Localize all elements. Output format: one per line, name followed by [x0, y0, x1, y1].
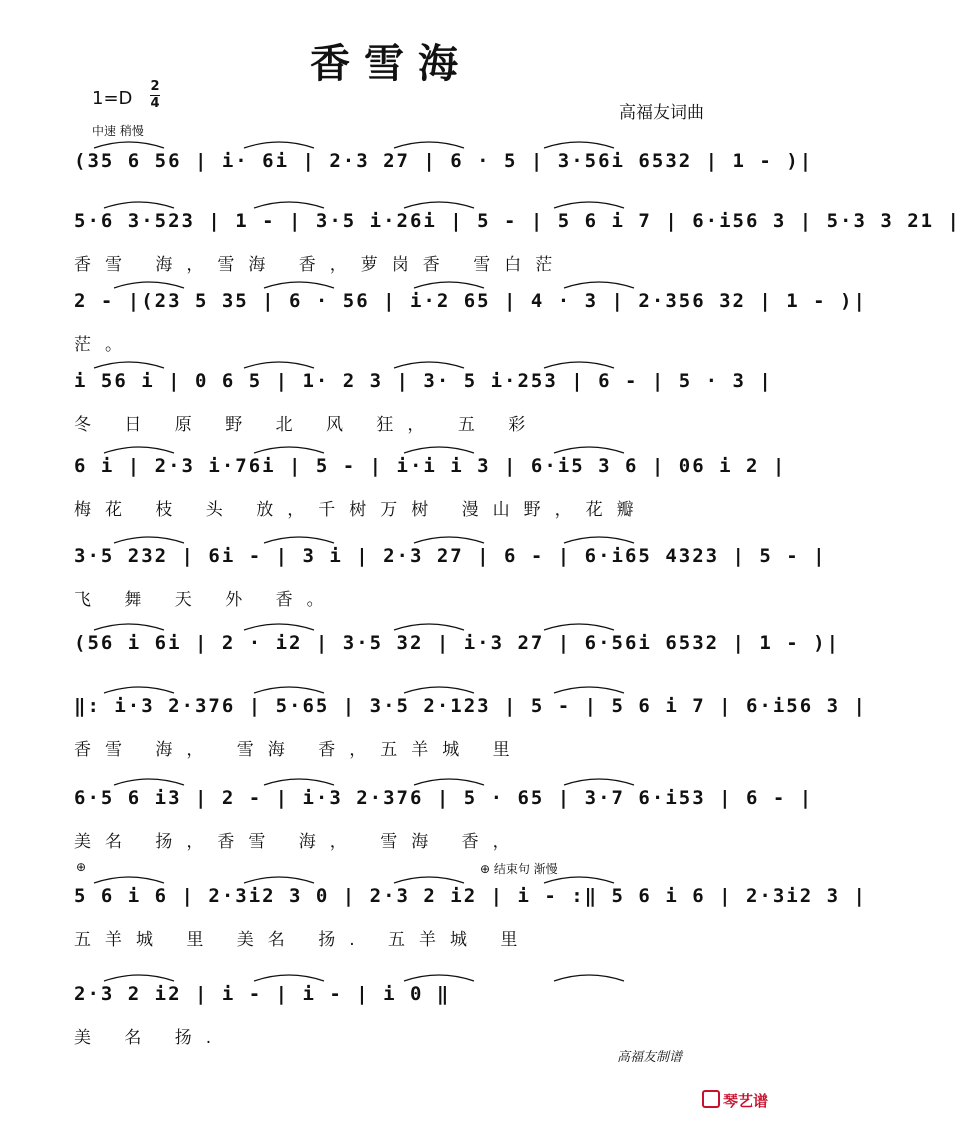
- score-row: [74, 787, 814, 817]
- slur: [114, 779, 184, 785]
- lyrics-line: 美名 扬，香雪 海， 雪海 香，: [74, 832, 524, 852]
- notes-line: 5 6 i 6 | 2·3i2 3 0 | 2·3 2 i2 | i - :‖ 5 6 i 6 | 2·3i2 3 |: [74, 885, 867, 907]
- slur: [414, 779, 484, 785]
- time-signature-top: 2: [150, 79, 160, 94]
- notes-line: 2 - |(23 5 35 | 6 · 56 | i·2 65 | 4 · 3 | 2·356 32 | 1 - )|: [74, 290, 867, 312]
- slur: [244, 362, 314, 368]
- score-row: [74, 370, 773, 400]
- score-row: [74, 695, 867, 725]
- slur-arcs: [74, 210, 961, 240]
- slur: [394, 362, 464, 368]
- score-row: [74, 983, 710, 1013]
- notes-line: 5·6 3·523 | 1 - | 3·5 i·26i | 5 - | 5 6 i 7 | 6·i56 3 | 5·3 3 21 |: [74, 210, 961, 232]
- score-row: [74, 455, 787, 485]
- slur: [554, 447, 624, 453]
- score-row: [74, 210, 961, 240]
- song-title: 香雪海: [310, 40, 472, 87]
- slur: [394, 877, 464, 883]
- slur: [544, 877, 614, 883]
- notes-line: 2·3 2 i2 | i - | i - | i 0 ‖: [74, 983, 451, 1005]
- slur: [554, 975, 624, 981]
- slur: [244, 877, 314, 883]
- score-row: [74, 885, 867, 915]
- slur: [564, 779, 634, 785]
- lyrics-line: 美 名 扬.: [74, 1028, 226, 1048]
- tempo-marking: 中速 稍慢: [92, 124, 144, 138]
- slur: [404, 687, 474, 693]
- notes-line: 6·5 6 i3 | 2 - | i·3 2·376 | 5 · 65 | 3·7 6·i53 | 6 - |: [74, 787, 814, 809]
- slur: [244, 142, 314, 148]
- slur: [544, 624, 614, 630]
- slur: [94, 362, 164, 368]
- lyrics-line: 茫。: [74, 335, 136, 355]
- slur: [254, 447, 324, 453]
- slur: [104, 975, 174, 981]
- slur: [104, 687, 174, 693]
- notes-line: (56 i 6i | 2 · i2 | 3·5 32 | i·3 27 | 6·56i 6532 | 1 - )|: [74, 632, 841, 654]
- slur: [404, 202, 474, 208]
- coda-mark-1: ⊕: [76, 860, 87, 874]
- lyrics-line: 香雪 海， 雪海 香，五羊城 里: [74, 740, 524, 760]
- slur: [564, 282, 634, 288]
- lyrics-line: 梅花 枝 头 放，千树万树 漫山野，花瓣: [74, 500, 648, 520]
- slur: [404, 447, 474, 453]
- notes-line: 3·5 232 | 6i - | 3 i | 2·3 27 | 6 - | 6·i65 4323 | 5 - |: [74, 545, 827, 567]
- score-row: [74, 290, 867, 320]
- transcriber-credit: 高福友制谱: [616, 1050, 682, 1065]
- notes-line: ‖: i·3 2·376 | 5·65 | 3·5 2·123 | 5 - | 5 6 i 7 | 6·i56 3 |: [74, 695, 867, 717]
- slur: [114, 282, 184, 288]
- score-row: [74, 632, 841, 662]
- slur: [114, 537, 184, 543]
- notes-line: 6 i | 2·3 i·76i | 5 - | i·i i 3 | 6·i5 3 6 | 06 i 2 |: [74, 455, 787, 477]
- slur: [104, 202, 174, 208]
- slur: [404, 975, 474, 981]
- author-credit: 高福友词曲: [619, 103, 704, 123]
- slur: [104, 447, 174, 453]
- slur: [414, 282, 484, 288]
- site-logo: [702, 1090, 768, 1111]
- slur: [264, 282, 334, 288]
- slur: [264, 779, 334, 785]
- slur: [394, 142, 464, 148]
- slur-arcs: [74, 290, 867, 320]
- notes-line: (35 6 56 | i· 6i | 2·3 27 | 6 · 5 | 3·56i 6532 | 1 - )|: [74, 150, 814, 172]
- coda-mark-2: ⊕ 结束句 渐慢: [480, 862, 558, 876]
- slur-arcs: [74, 983, 710, 1013]
- score-row: [74, 150, 814, 180]
- slur: [544, 362, 614, 368]
- score-row: [74, 545, 827, 575]
- time-signature: [150, 80, 160, 111]
- slur-arcs: [74, 370, 773, 400]
- slur: [564, 537, 634, 543]
- slur: [394, 624, 464, 630]
- slur: [94, 142, 164, 148]
- slur-arcs: [74, 787, 814, 817]
- slur-arcs: [74, 885, 867, 915]
- slur: [254, 975, 324, 981]
- slur: [94, 877, 164, 883]
- slur-arcs: [74, 150, 814, 180]
- slur-arcs: [74, 455, 787, 485]
- slur: [554, 202, 624, 208]
- slur-arcs: [74, 545, 827, 575]
- lyrics-line: 香雪 海，雪海 香，萝岗香 雪白茫: [74, 255, 567, 275]
- slur: [544, 142, 614, 148]
- notes-line: i 56 i | 0 6 5 | 1· 2 3 | 3· 5 i·253 | 6 - | 5 · 3 |: [74, 370, 773, 392]
- slur: [244, 624, 314, 630]
- lyrics-line: 五羊城 里 美名 扬. 五羊城 里: [74, 930, 532, 950]
- time-signature-bottom: 4: [150, 96, 160, 111]
- slur: [254, 687, 324, 693]
- slur: [94, 624, 164, 630]
- key-signature: 1=D: [92, 88, 133, 109]
- slur: [414, 537, 484, 543]
- slur-arcs: [74, 695, 867, 725]
- slur: [254, 202, 324, 208]
- slur: [264, 537, 334, 543]
- slur: [554, 687, 624, 693]
- logo-text: 琴艺谱: [722, 1092, 768, 1110]
- slur-arcs: [74, 632, 841, 662]
- logo-icon: [702, 1090, 720, 1108]
- lyrics-line: 飞 舞 天 外 香。: [74, 590, 338, 610]
- lyrics-line: 冬 日 原 野 北 风 狂， 五 彩: [74, 415, 540, 435]
